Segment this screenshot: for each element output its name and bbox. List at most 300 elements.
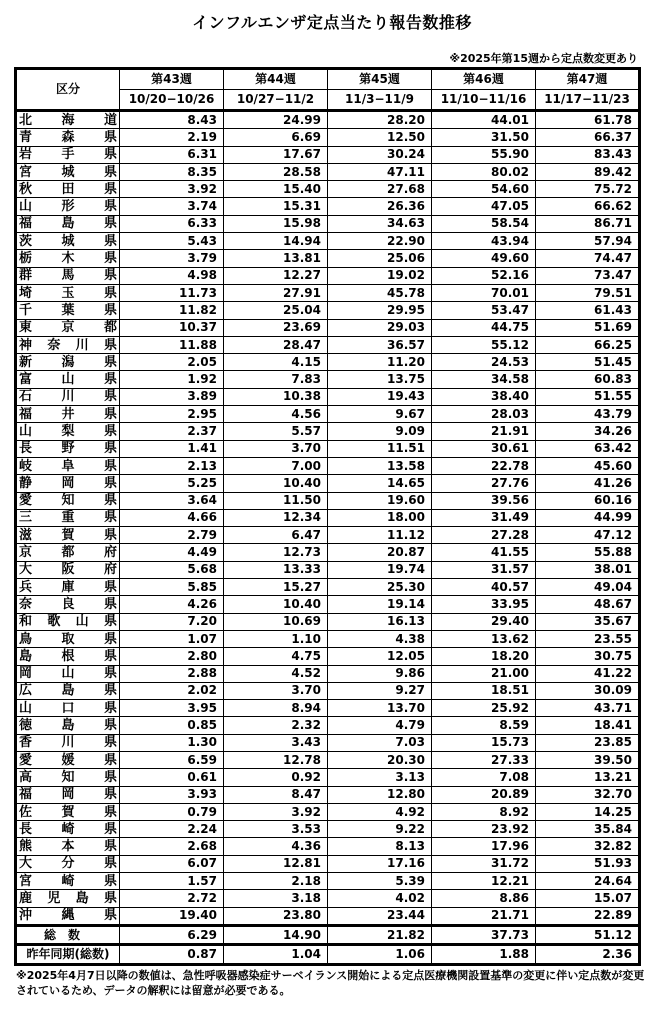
prefecture-char: 県: [103, 164, 117, 180]
rate-value: 31.49: [432, 509, 536, 526]
table-row: [16, 700, 640, 717]
rate-value: 15.07: [536, 890, 640, 907]
rate-value: 20.30: [328, 751, 432, 768]
rate-value: 11.50: [224, 492, 328, 509]
header-week: 第43週: [120, 69, 224, 90]
rate-value: 2.37: [120, 423, 224, 440]
prefecture-name-chars: [19, 562, 117, 577]
table-row: [16, 336, 640, 353]
prefecture-char: 県: [103, 181, 117, 197]
rate-value: 31.72: [432, 855, 536, 872]
prefecture-char: 石: [19, 389, 33, 405]
prefecture-char: 県: [103, 389, 117, 405]
prefecture-char: 知: [61, 769, 75, 785]
table-row: [16, 163, 640, 180]
rate-value: 28.58: [224, 163, 328, 180]
rate-value: 22.78: [432, 457, 536, 474]
prefecture-name-chars: [19, 718, 117, 733]
table-row: [16, 579, 640, 596]
rate-value: 7.00: [224, 457, 328, 474]
prefecture-name-chars: [19, 787, 117, 802]
rate-value: 33.95: [432, 596, 536, 613]
table-row: [16, 561, 640, 578]
table-row: [16, 873, 640, 890]
prefecture-name: [16, 354, 120, 371]
prefecture-char: 根: [61, 648, 75, 664]
table-row: [16, 492, 640, 509]
prefecture-char: 長: [19, 821, 33, 837]
rate-value: 28.03: [432, 406, 536, 423]
prefecture-name-chars: [19, 199, 117, 214]
rate-value: 55.12: [432, 336, 536, 353]
prev-year-row: [16, 945, 640, 964]
table-body: [16, 111, 640, 926]
prev-year-value: 1.88: [432, 945, 536, 964]
header-date-range: 11/17−11/23: [536, 90, 640, 111]
prefecture-char: 県: [103, 891, 117, 906]
rate-value: 44.01: [432, 111, 536, 129]
prefecture-char: 川: [61, 735, 75, 751]
prefecture-name-chars: [19, 251, 117, 266]
rate-value: 4.98: [120, 267, 224, 284]
prefecture-name: [16, 181, 120, 198]
table-row: [16, 838, 640, 855]
prefecture-char: 県: [103, 285, 117, 301]
prefecture-name-chars: [19, 338, 117, 353]
rate-value: 18.20: [432, 648, 536, 665]
rate-value: 51.45: [536, 354, 640, 371]
rate-value: 5.68: [120, 561, 224, 578]
prefecture-name: [16, 129, 120, 146]
prefecture-name: [16, 111, 120, 129]
rate-value: 5.39: [328, 873, 432, 890]
prefecture-name-chars: [19, 389, 117, 404]
table-row: [16, 440, 640, 457]
influenza-report-table: [14, 67, 641, 966]
rate-value: 49.60: [432, 250, 536, 267]
rate-value: 35.67: [536, 613, 640, 630]
rate-value: 30.24: [328, 146, 432, 163]
rate-value: 26.36: [328, 198, 432, 215]
prefecture-name: [16, 665, 120, 682]
rate-value: 5.85: [120, 579, 224, 596]
prefecture-name: [16, 648, 120, 665]
rate-value: 41.26: [536, 475, 640, 492]
prefecture-char: 県: [103, 251, 117, 267]
prefecture-name-chars: [19, 216, 117, 231]
table-row: [16, 907, 640, 925]
rate-value: 19.02: [328, 267, 432, 284]
table-row: [16, 354, 640, 371]
prefecture-char: 県: [103, 129, 117, 145]
prefecture-char: 岡: [61, 475, 75, 491]
total-value: 21.82: [328, 925, 432, 944]
rate-value: 4.36: [224, 838, 328, 855]
prefecture-char: 県: [103, 683, 117, 699]
header-date-range: 11/10−11/16: [432, 90, 536, 111]
rate-value: 1.07: [120, 630, 224, 647]
prefecture-name: [16, 371, 120, 388]
prefecture-name-chars: [19, 165, 117, 180]
rate-value: 4.92: [328, 803, 432, 820]
prefecture-char: 県: [103, 821, 117, 837]
rate-value: 55.88: [536, 544, 640, 561]
page-title: インフルエンザ定点当たり報告数推移: [192, 13, 472, 32]
prefecture-char: 城: [61, 164, 75, 180]
rate-value: 23.85: [536, 734, 640, 751]
rate-value: 44.75: [432, 319, 536, 336]
prefecture-name: [16, 284, 120, 301]
prefecture-char: 福: [19, 787, 33, 803]
prefecture-char: 兵: [19, 579, 33, 595]
rate-value: 75.72: [536, 181, 640, 198]
prefecture-char: 知: [61, 493, 75, 509]
prefecture-name-chars: [19, 805, 117, 820]
prefecture-name-chars: [19, 493, 117, 508]
table-row: [16, 457, 640, 474]
prefecture-name: [16, 457, 120, 474]
rate-value: 10.40: [224, 596, 328, 613]
header-category: 区分: [16, 69, 120, 111]
prefecture-name-chars: [19, 147, 117, 162]
prefecture-char: 潟: [61, 354, 75, 370]
prefecture-name: [16, 561, 120, 578]
rate-value: 55.90: [432, 146, 536, 163]
rate-value: 15.27: [224, 579, 328, 596]
prefecture-char: 庫: [61, 579, 75, 595]
rate-value: 13.75: [328, 371, 432, 388]
prefecture-char: 阪: [61, 562, 75, 578]
rate-value: 3.64: [120, 492, 224, 509]
prefecture-name-chars: [19, 182, 117, 197]
prefecture-name: [16, 734, 120, 751]
rate-value: 80.02: [432, 163, 536, 180]
table-row: [16, 769, 640, 786]
prefecture-name-chars: [19, 770, 117, 785]
rate-value: 47.12: [536, 527, 640, 544]
prefecture-char: 県: [103, 752, 117, 768]
rate-value: 18.41: [536, 717, 640, 734]
rate-value: 23.55: [536, 630, 640, 647]
prefecture-name: [16, 440, 120, 457]
prefecture-name-chars: [19, 753, 117, 768]
rate-value: 12.80: [328, 786, 432, 803]
prefecture-name: [16, 717, 120, 734]
table-row: [16, 111, 640, 129]
prefecture-char: 島: [61, 216, 75, 232]
total-row: [16, 925, 640, 944]
prefecture-name: [16, 423, 120, 440]
rate-value: 1.30: [120, 734, 224, 751]
table-row: [16, 406, 640, 423]
prefecture-char: 良: [61, 596, 75, 612]
prefecture-name: [16, 596, 120, 613]
rate-value: 23.44: [328, 907, 432, 925]
rate-value: 3.74: [120, 198, 224, 215]
prefecture-name-chars: [19, 597, 117, 612]
prefecture-name: [16, 492, 120, 509]
header-week: 第44週: [224, 69, 328, 90]
prefecture-char: 賀: [61, 527, 75, 543]
rate-value: 14.65: [328, 475, 432, 492]
rate-value: 3.89: [120, 388, 224, 405]
prefecture-name-chars: [19, 528, 117, 543]
rate-value: 8.92: [432, 803, 536, 820]
prefecture-char: 児: [47, 891, 61, 906]
prefecture-char: 三: [19, 510, 33, 526]
table-row: [16, 509, 640, 526]
table-row: [16, 717, 640, 734]
rate-value: 10.40: [224, 475, 328, 492]
header-week: 第46週: [432, 69, 536, 90]
rate-value: 3.53: [224, 821, 328, 838]
prefecture-char: 広: [19, 683, 33, 699]
prefecture-name-chars: [19, 476, 117, 491]
prefecture-char: 山: [61, 372, 75, 388]
table-row: [16, 855, 640, 872]
prefecture-char: 岩: [19, 147, 33, 163]
prefecture-name-chars: [19, 545, 117, 560]
prefecture-char: 葉: [61, 302, 75, 318]
prefecture-name: [16, 544, 120, 561]
rate-value: 30.09: [536, 682, 640, 699]
rate-value: 10.38: [224, 388, 328, 405]
rate-value: 5.57: [224, 423, 328, 440]
rate-value: 13.58: [328, 457, 432, 474]
prefecture-char: 県: [103, 354, 117, 370]
prefecture-char: 口: [61, 700, 75, 716]
prefecture-char: 井: [61, 406, 75, 422]
prefecture-char: 徳: [19, 718, 33, 734]
rate-value: 43.94: [432, 233, 536, 250]
total-value: 14.90: [224, 925, 328, 944]
rate-value: 27.28: [432, 527, 536, 544]
rate-value: 20.87: [328, 544, 432, 561]
rate-value: 4.02: [328, 890, 432, 907]
rate-value: 10.37: [120, 319, 224, 336]
prefecture-char: 千: [19, 302, 33, 318]
rate-value: 51.93: [536, 855, 640, 872]
prefecture-char: 都: [103, 320, 117, 336]
prefecture-char: 県: [103, 458, 117, 474]
prefecture-name-chars: [19, 424, 117, 439]
prefecture-char: 秋: [19, 181, 33, 197]
rate-value: 8.13: [328, 838, 432, 855]
table-row: [16, 302, 640, 319]
prefecture-name: [16, 163, 120, 180]
rate-value: 63.42: [536, 440, 640, 457]
rate-value: 19.43: [328, 388, 432, 405]
prefecture-name: [16, 855, 120, 872]
rate-value: 8.59: [432, 717, 536, 734]
rate-value: 34.26: [536, 423, 640, 440]
prefecture-name-chars: [19, 649, 117, 664]
prefecture-char: 岐: [19, 458, 33, 474]
prefecture-char: 群: [19, 268, 33, 284]
prefecture-char: 山: [61, 666, 75, 682]
rate-value: 3.93: [120, 786, 224, 803]
prefecture-name: [16, 215, 120, 232]
prefecture-char: 県: [103, 666, 117, 682]
prefecture-name: [16, 319, 120, 336]
prefecture-name: [16, 700, 120, 717]
rate-value: 7.03: [328, 734, 432, 751]
rate-value: 45.60: [536, 457, 640, 474]
prefecture-char: 山: [19, 199, 33, 215]
rate-value: 3.70: [224, 440, 328, 457]
rate-value: 79.51: [536, 284, 640, 301]
rate-value: 6.69: [224, 129, 328, 146]
rate-value: 2.88: [120, 665, 224, 682]
prefecture-name: [16, 769, 120, 786]
rate-value: 12.50: [328, 129, 432, 146]
rate-value: 10.69: [224, 613, 328, 630]
prefecture-name-chars: [19, 891, 117, 906]
rate-value: 20.89: [432, 786, 536, 803]
rate-value: 5.43: [120, 233, 224, 250]
prefecture-char: 賀: [61, 804, 75, 820]
rate-value: 29.40: [432, 613, 536, 630]
rate-value: 66.62: [536, 198, 640, 215]
rate-value: 1.57: [120, 873, 224, 890]
prefecture-name-chars: [19, 459, 117, 474]
rate-value: 12.34: [224, 509, 328, 526]
prefecture-char: 宮: [19, 873, 33, 889]
table-row: [16, 821, 640, 838]
prefecture-char: 大: [19, 562, 33, 578]
table-row: [16, 630, 640, 647]
prefecture-name: [16, 873, 120, 890]
table-row: [16, 267, 640, 284]
rate-value: 38.40: [432, 388, 536, 405]
rate-value: 2.32: [224, 717, 328, 734]
rate-value: 3.70: [224, 682, 328, 699]
prefecture-char: 県: [103, 302, 117, 318]
rate-value: 31.57: [432, 561, 536, 578]
prefecture-name: [16, 579, 120, 596]
prefecture-name: [16, 336, 120, 353]
rate-value: 8.43: [120, 111, 224, 129]
prefecture-char: 滋: [19, 527, 33, 543]
prefecture-name-chars: [19, 286, 117, 301]
prefecture-char: 県: [103, 735, 117, 751]
rate-value: 11.73: [120, 284, 224, 301]
rate-value: 30.61: [432, 440, 536, 457]
prefecture-char: 京: [61, 320, 75, 336]
rate-value: 34.58: [432, 371, 536, 388]
header-week: 第45週: [328, 69, 432, 90]
prefecture-char: 県: [103, 147, 117, 163]
prefecture-char: 県: [103, 216, 117, 232]
rate-value: 11.51: [328, 440, 432, 457]
prefecture-char: 府: [103, 562, 117, 578]
prefecture-char: 県: [103, 856, 117, 872]
definition-change-note: ※2025年第15週から定点数変更あり: [449, 52, 638, 65]
rate-value: 4.26: [120, 596, 224, 613]
table-row: [16, 890, 640, 907]
prefecture-char: 県: [103, 579, 117, 595]
rate-value: 29.95: [328, 302, 432, 319]
rate-value: 41.55: [432, 544, 536, 561]
prefecture-char: 県: [103, 596, 117, 612]
prefecture-name-chars: [19, 234, 117, 249]
rate-value: 19.40: [120, 907, 224, 925]
rate-value: 12.73: [224, 544, 328, 561]
prefecture-char: 府: [103, 545, 117, 561]
prefecture-char: 奈: [47, 337, 61, 353]
rate-value: 4.49: [120, 544, 224, 561]
prefecture-name-chars: [19, 441, 117, 456]
prev-year-value: 2.36: [536, 945, 640, 964]
prefecture-char: 都: [61, 545, 75, 561]
rate-value: 24.99: [224, 111, 328, 129]
prefecture-char: 県: [103, 527, 117, 543]
rate-value: 27.91: [224, 284, 328, 301]
table-row: [16, 215, 640, 232]
rate-value: 17.96: [432, 838, 536, 855]
prefecture-char: 木: [61, 251, 75, 267]
prefecture-char: 梨: [61, 423, 75, 439]
prefecture-char: 福: [19, 216, 33, 232]
prefecture-char: 長: [19, 441, 33, 457]
prefecture-char: 形: [61, 199, 75, 215]
table-row: [16, 371, 640, 388]
prefecture-char: 岡: [19, 666, 33, 682]
prefecture-char: 鳥: [19, 631, 33, 647]
table-row: [16, 423, 640, 440]
rate-value: 6.31: [120, 146, 224, 163]
rate-value: 18.51: [432, 682, 536, 699]
rate-value: 54.60: [432, 181, 536, 198]
prefecture-char: 阜: [61, 458, 75, 474]
prefecture-name-chars: [19, 372, 117, 387]
rate-value: 15.31: [224, 198, 328, 215]
rate-value: 8.86: [432, 890, 536, 907]
header-date-range: 10/27−11/2: [224, 90, 328, 111]
prefecture-char: 玉: [61, 285, 75, 301]
rate-value: 12.21: [432, 873, 536, 890]
prefecture-name-chars: [19, 666, 117, 681]
rate-value: 2.95: [120, 406, 224, 423]
rate-value: 2.24: [120, 821, 224, 838]
prefecture-name: [16, 751, 120, 768]
prefecture-char: 県: [103, 700, 117, 716]
table-row: [16, 786, 640, 803]
prefecture-char: 県: [103, 787, 117, 803]
prefecture-name: [16, 302, 120, 319]
rate-value: 28.20: [328, 111, 432, 129]
total-label: 総数: [16, 925, 120, 944]
prefecture-name-chars: [19, 735, 117, 750]
rate-value: 1.10: [224, 630, 328, 647]
rate-value: 23.92: [432, 821, 536, 838]
table-row: [16, 146, 640, 163]
rate-value: 0.92: [224, 769, 328, 786]
prefecture-char: 田: [61, 181, 75, 197]
prefecture-char: 県: [103, 268, 117, 284]
prefecture-char: 山: [19, 700, 33, 716]
prefecture-char: 県: [103, 423, 117, 439]
prefecture-char: 島: [75, 891, 89, 906]
rate-value: 17.67: [224, 146, 328, 163]
prefecture-char: 栃: [19, 251, 33, 267]
prefecture-char: 野: [61, 441, 75, 457]
prefecture-name: [16, 907, 120, 925]
rate-value: 38.01: [536, 561, 640, 578]
rate-value: 13.33: [224, 561, 328, 578]
prefecture-name: [16, 250, 120, 267]
prefecture-char: 歌: [47, 614, 61, 630]
